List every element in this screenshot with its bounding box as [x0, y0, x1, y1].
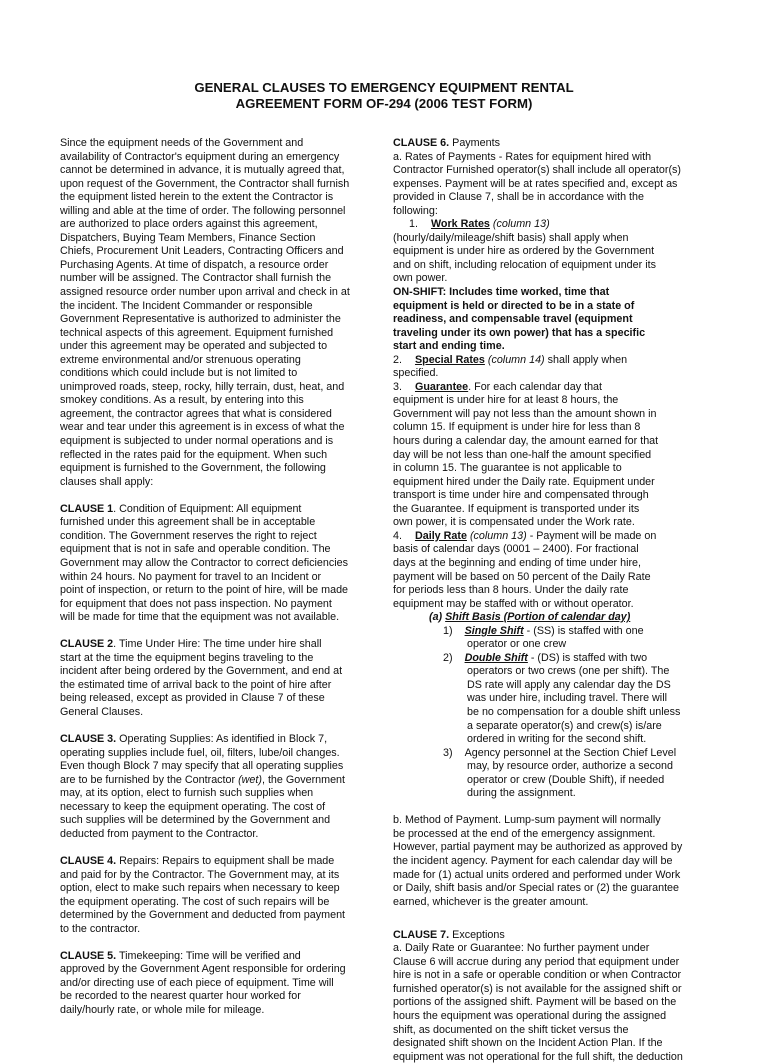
text-line: may, by resource order, authorize a second	[467, 760, 673, 773]
text-line: Clause 6 will accrue during any period that equipment under	[393, 955, 680, 968]
text-line: made for (1) actual units ordered and performed under Work	[393, 868, 681, 881]
text-line: Government may allow the Contractor to correct deficiencies	[60, 556, 348, 569]
text-line: own power, it is compensated under the Work rate.	[393, 516, 635, 529]
left-column	[60, 137, 380, 1018]
text-line: Government Representative is authorized to administer the	[60, 313, 341, 326]
text-line: days at the beginning and ending of time under hire,	[393, 556, 642, 569]
text-line: Government will pay not less than the amount shown in	[393, 407, 657, 420]
text-line: conditions which could include but is not limited to	[60, 367, 298, 380]
clause-5: CLAUSE 5. Timekeeping: Time will be verified and approved by the Government Agent responsible for ordering and/or directing use of each piece of equipment. Time will be recorded to the nearest quarter hour worked for daily/hourly rate, or whole mile for mileage.	[60, 950, 380, 1018]
text-line: smokey conditions. As a result, by entering into this	[60, 394, 304, 407]
text-line: the Guarantee. If equipment is transported under its	[393, 502, 640, 515]
text-line: a separate operator(s) and crew(s) is/are	[467, 719, 662, 732]
text-line: column 15. If equipment is under hire for less than 8	[393, 421, 641, 434]
double-shift-label: Double Shift	[464, 651, 528, 664]
text-line: equipment is under hire for at least 8 hours, the	[393, 394, 619, 407]
text-line: Even though Block 7 may specify that all operating supplies	[60, 760, 344, 773]
clause-label: CLAUSE 2	[60, 638, 114, 651]
text-line: under this agreement may be operated and subjected to	[60, 340, 328, 353]
text-line: However, partial payment may be authorized as approved by	[393, 841, 683, 854]
text-line: the equipment operating. The cost of such repairs will be	[60, 895, 330, 908]
text-line: such supplies will be determined by the Government and	[60, 814, 331, 827]
text-line: day will be not less than one-half the amount specified	[393, 448, 652, 461]
clause-3: CLAUSE 3. Operating Supplies: As identified in Block 7, operating supplies include fuel, oil, filters, lube/oil changes. Even though Block 7 may specify that all operating supplies are to be furnished by the Contractor (wet), the Government may, at its option, elect to furnish such supplies when necessary to keep the equipment operating. The cost of such supplies will be determined by the Government and deducted from payment to the Contractor.	[60, 733, 380, 841]
text-line: extreme environmental and/or strenuous operating	[60, 353, 301, 366]
clause-label: CLAUSE 3.	[60, 733, 117, 746]
clause-6: CLAUSE 6. Payments a. Rates of Payments - Rates for equipment hired with Contractor Furnished operator(s) shall include all operator(s) expenses. Payment will be at rates specified and, except as provided in Clause 7, shall be in accordance with the following: 1. Work Rates (column 13) (hourly/daily/mileage/shift basis) shall apply when equipment is under hire as ordered by the Government and on shift, including relocation of equipment under its own power. ON-SHIFT: Includes time worked, time that equipment is held or directed to be in a state of readiness, and compensable travel (equipment traveling under its own power) that has a specific start and ending time. 2. Special Rates (column 14) shall apply when specified. 3. Guarantee. For each calendar day that equipment is under hire for at least 8 hours, the Government will pay not less than the amount shown in column 15. If equipment is under hire for less than 8 hours during a calendar day, the amount earned for that day will be not less than one-half the amount specified in column 15. The guarantee is not applicable to equipment hired under the Daily rate. Equipment under transport is time under hire and compensated through the Guarantee. If equipment is transported under its own power, it is compensated under the Work rate. 4. Daily Rate (column 13) - Payment will be made on basis of calendar days (0001 – 2400). For fractional days at the beginning and ending of time under hire, payment will be based on 50 percent of the Daily Rate for periods less than 8 hours. Under the daily rate equipment may be staffed with or without operator. (a) Shift Basis (Portion of calendar day) 1) Single Shift - (SS) is staffed with one operator or one crew 2) Double Shift - (DS) is staffed with two operators or two crews (one per shift). The DS rate will apply any calendar day the DS was under hire, including travel. There will be no compensation for a double shift unless a separate operator(s) and crew(s) is/are ordered in writing for the second shift. 3) Agency personnel at the Section Chief Level may, by resource order, authorize a second operator or crew (Double Shift), if needed during the assignment. b. Method of Payment. Lump-sum payment will normally be processed at the end of the emergency assignment. However, partial payment may be authorized as approved by the incident agency. Payment for each calendar day will be made for (1) actual units ordered and performed under Work or Daily, shift basis and/or Special rates or (2) the guarantee earned, whichever is the greater amount.	[393, 137, 723, 909]
text-line: equipment that is not in safe and operable condition. The	[60, 543, 331, 556]
text-line: own power.	[393, 272, 448, 285]
text-line: General Clauses.	[60, 705, 144, 718]
text-line: be processed at the end of the emergency assignment.	[393, 827, 656, 840]
text-line: furnished under this agreement shall be in acceptable	[60, 516, 316, 529]
text-line: deducted from payment to the Contractor.	[60, 827, 259, 840]
text-line: transport is time under hire and compensated through	[393, 489, 649, 502]
text-line: be recorded to the nearest quarter hour worked for	[60, 990, 301, 1003]
special-rates-label: Special Rates	[414, 353, 485, 366]
clause-2: CLAUSE 2. Time Under Hire: The time under hire shall start at the time the equipment begins traveling to the incident after being ordered by the Government, and end at the estimated time of arrival back to the point of hire after being released, except as provided in Clause 7 of these General Clauses.	[60, 638, 380, 719]
text-line: availability of Contractor's equipment during an emergency	[60, 150, 340, 163]
clause-1: CLAUSE 1. Condition of Equipment: All equipment furnished under this agreement shall be in acceptable condition. The Government reserves the right to reject equipment that is not in safe and operable condition. The Government may allow the Contractor to correct deficiencies within 24 hours. No payment for travel to an Incident or point of inspection, or return to the point of hire, will be made for equipment that does not pass inspection. No payment will be made for time that the equipment was not available.	[60, 503, 380, 625]
document-title	[0, 80, 768, 112]
text-line: a. Rates of Payments - Rates for equipment hired with	[393, 150, 652, 163]
text-line: within 24 hours. No payment for travel to an Incident or	[60, 570, 322, 583]
text-line: following:	[393, 204, 438, 217]
text-line: hours during a calendar day, the amount earned for that	[393, 435, 659, 448]
text-line: daily/hourly rate, or whole mile for mileage.	[60, 1004, 265, 1016]
intro-paragraph	[60, 137, 380, 489]
work-rates-label: Work Rates	[430, 218, 490, 231]
text-line: equipment was not operational for the full shift, the deduction	[393, 1050, 683, 1063]
text-line: reflected in the rates paid for the equipment. When such	[60, 448, 328, 461]
text-line: for equipment that does not pass inspection. No payment	[60, 597, 332, 610]
text-line: hire is not in a safe or operable condition or when Contractor	[393, 969, 682, 982]
text-line: ordered in writing for the second shift.	[467, 733, 647, 746]
clause-label: CLAUSE 7.	[393, 928, 450, 941]
text-line: earned, whichever is the greater amount.	[393, 895, 589, 908]
text-line: be no compensation for a double shift unless	[467, 705, 681, 718]
single-shift-label: Single Shift	[464, 624, 524, 637]
text-line: the estimated time of arrival back to the point of hire after	[60, 678, 332, 691]
text-line: Contractor Furnished operator(s) shall include all operator(s)	[393, 164, 681, 177]
clause-label: CLAUSE 6.	[393, 137, 450, 149]
text-line: start and ending time.	[393, 340, 505, 353]
text-line: will be made for time that the equipment was not available.	[60, 611, 340, 624]
text-line: Chiefs, Procurement Unit Leaders, Contracting Officers and	[60, 245, 344, 258]
text-line: traveling under its own power) that has a specific	[393, 326, 646, 339]
text-line: equipment is held or directed to be in a state of	[393, 299, 635, 312]
clause-4: CLAUSE 4. Repairs: Repairs to equipment shall be made and paid for by the Contractor. The Government may, at its option, elect to make such repairs when necessary to keep the equipment operating. The cost of such repairs will be determined by the Government and deducted from payment to the contractor.	[60, 855, 380, 936]
text-line: point of inspection, or return to the point of hire, will be made	[60, 584, 349, 597]
text-line: and paid for by the Contractor. The Government may, at its	[60, 868, 340, 881]
text-line: unimproved roads, steep, rocky, hilly terrain, dust, heat, and	[60, 380, 345, 393]
text-line: clauses shall apply:	[60, 475, 154, 488]
text-line: for periods less than 8 hours. Under the daily rate	[393, 584, 629, 597]
title-line: GENERAL CLAUSES TO EMERGENCY EQUIPMENT RENTAL	[194, 80, 574, 95]
text-line: operator or crew (Double Shift), if needed	[467, 773, 665, 786]
text-line: equipment may be staffed with or without operator.	[393, 597, 634, 610]
text-line: technical aspects of this agreement. Equipment furnished	[60, 326, 334, 339]
clause-label: CLAUSE 1	[60, 502, 114, 515]
text-line: cannot be determined in advance, it is mutually agreed that,	[60, 164, 345, 177]
title-line: AGREEMENT FORM OF-294 (2006 TEST FORM)	[235, 96, 533, 111]
text-line: necessary to keep the equipment operating. The cost of	[60, 800, 326, 813]
text-line: readiness, and compensable travel (equipment	[393, 313, 633, 326]
text-line: furnished operator(s) is not available for the assigned shift or	[393, 982, 682, 995]
daily-rate-label: Daily Rate	[414, 529, 467, 542]
text-line: during the assignment.	[467, 787, 576, 800]
clause-label: CLAUSE 5.	[60, 949, 117, 962]
text-line: or Daily, shift basis and/or Special rates or (2) the guarantee	[393, 882, 680, 895]
right-column	[393, 137, 723, 1064]
text-line: in column 15. The guarantee is not applicable to	[393, 462, 622, 475]
text-line: wear and tear under this agreement is in excess of what the	[60, 421, 345, 434]
text-line: (hourly/daily/mileage/shift basis) shall apply when	[393, 231, 629, 244]
text-line: and on shift, including relocation of equipment under its	[393, 258, 656, 271]
text-line: willing and able at the time of order. The following personnel	[60, 204, 346, 217]
text-line: b. Method of Payment. Lump-sum payment will normally	[393, 814, 661, 827]
text-line: operating supplies include fuel, oil, filters, lube/oil changes.	[60, 746, 340, 759]
shift-basis-label: Shift Basis (Portion of calendar day)	[445, 611, 631, 624]
clause-7: CLAUSE 7. Exceptions a. Daily Rate or Guarantee: No further payment under Clause 6 will accrue during any period that equipment under hire is not in a safe or operable condition or when Contractor furnished operator(s) is not available for the assigned shift or portions of the assigned shift. Payment will be based on the hours the equipment was operational during the assigned shift, as documented on the shift ticket versus the designated shift shown on the Incident Action Plan. If the equipment was not operational for the full shift, the deduction	[393, 929, 723, 1064]
text-line: start at the time the equipment begins traveling to the	[60, 651, 314, 664]
text-line: expenses. Payment will be at rates specified and, except as	[393, 177, 678, 190]
text-line: may, at its option, elect to furnish such supplies when	[60, 787, 314, 800]
text-line: incident after being ordered by the Government, and end at	[60, 665, 343, 678]
text-line: specified.	[393, 367, 439, 380]
text-line: number will be assigned. The Contractor shall furnish the	[60, 272, 332, 285]
text-line: approved by the Government Agent responsible for ordering	[60, 963, 346, 976]
text-line: provided in Clause 7, shall be in accordance with the	[393, 191, 644, 204]
text-line: upon request of the Government, the Contractor shall furnish	[60, 177, 350, 190]
text-line: equipment is furnished to the Government, the following	[60, 462, 326, 475]
text-line: a. Daily Rate or Guarantee: No further payment under	[393, 942, 650, 955]
text-line: agreement, the contractor agrees that what is considered	[60, 407, 332, 420]
text-line: basis of calendar days (0001 – 2400). For fractional	[393, 543, 639, 556]
text-line: equipment is subjected to under normal operations and is	[60, 435, 334, 448]
text-line: assigned resource order number upon arrival and check in at	[60, 286, 350, 299]
text-line: operator or one crew	[467, 638, 567, 651]
text-line: operators or two crews (one per shift). The	[467, 665, 670, 678]
text-line: Dispatchers, Buying Team Members, Finance Section	[60, 231, 316, 244]
text-line: the incident. The Incident Commander or responsible	[60, 299, 313, 312]
text-line: Since the equipment needs of the Government and	[60, 137, 304, 149]
text-line: being released, except as provided in Clause 7 of these	[60, 692, 325, 705]
text-line: to the contractor.	[60, 922, 141, 935]
text-line: designated shift shown on the Incident Action Plan. If the	[393, 1037, 663, 1050]
text-line: shift, as documented on the shift ticket versus the	[393, 1023, 629, 1036]
text-line: payment will be based on 50 percent of the Daily Rate	[393, 570, 651, 583]
text-line: equipment is under hire as ordered by the Government	[393, 245, 655, 258]
clause-label: CLAUSE 4.	[60, 854, 117, 867]
text-line: was under hire, including travel. There will	[467, 692, 667, 705]
text-line: determined by the Government and deducted from payment	[60, 909, 346, 922]
text-line: option, elect to make such repairs when necessary to keep	[60, 882, 340, 895]
text-line: condition. The Government reserves the right to reject	[60, 529, 317, 542]
text-line: the equipment listed herein to the extent the Contractor is	[60, 191, 334, 204]
text-line: DS rate will apply any calendar day the DS	[467, 678, 671, 691]
text-line: the incident agency. Payment for each calendar day will be	[393, 854, 673, 867]
text-line: Purchasing Agents. At time of dispatch, a resource order	[60, 258, 329, 271]
text-line: hours the equipment was operational during the assigned	[393, 1010, 667, 1022]
text-line: ON-SHIFT: Includes time worked, time that	[393, 286, 610, 299]
text-line: portions of the assigned shift. Payment will be based on the	[393, 996, 677, 1009]
guarantee-label: Guarantee	[414, 380, 469, 393]
text-line: are authorized to place orders against this agreement,	[60, 218, 318, 231]
text-line: and/or directing use of each piece of equipment. Time will	[60, 976, 334, 989]
text-line: equipment hired under the Daily rate. Equipment under	[393, 475, 655, 488]
